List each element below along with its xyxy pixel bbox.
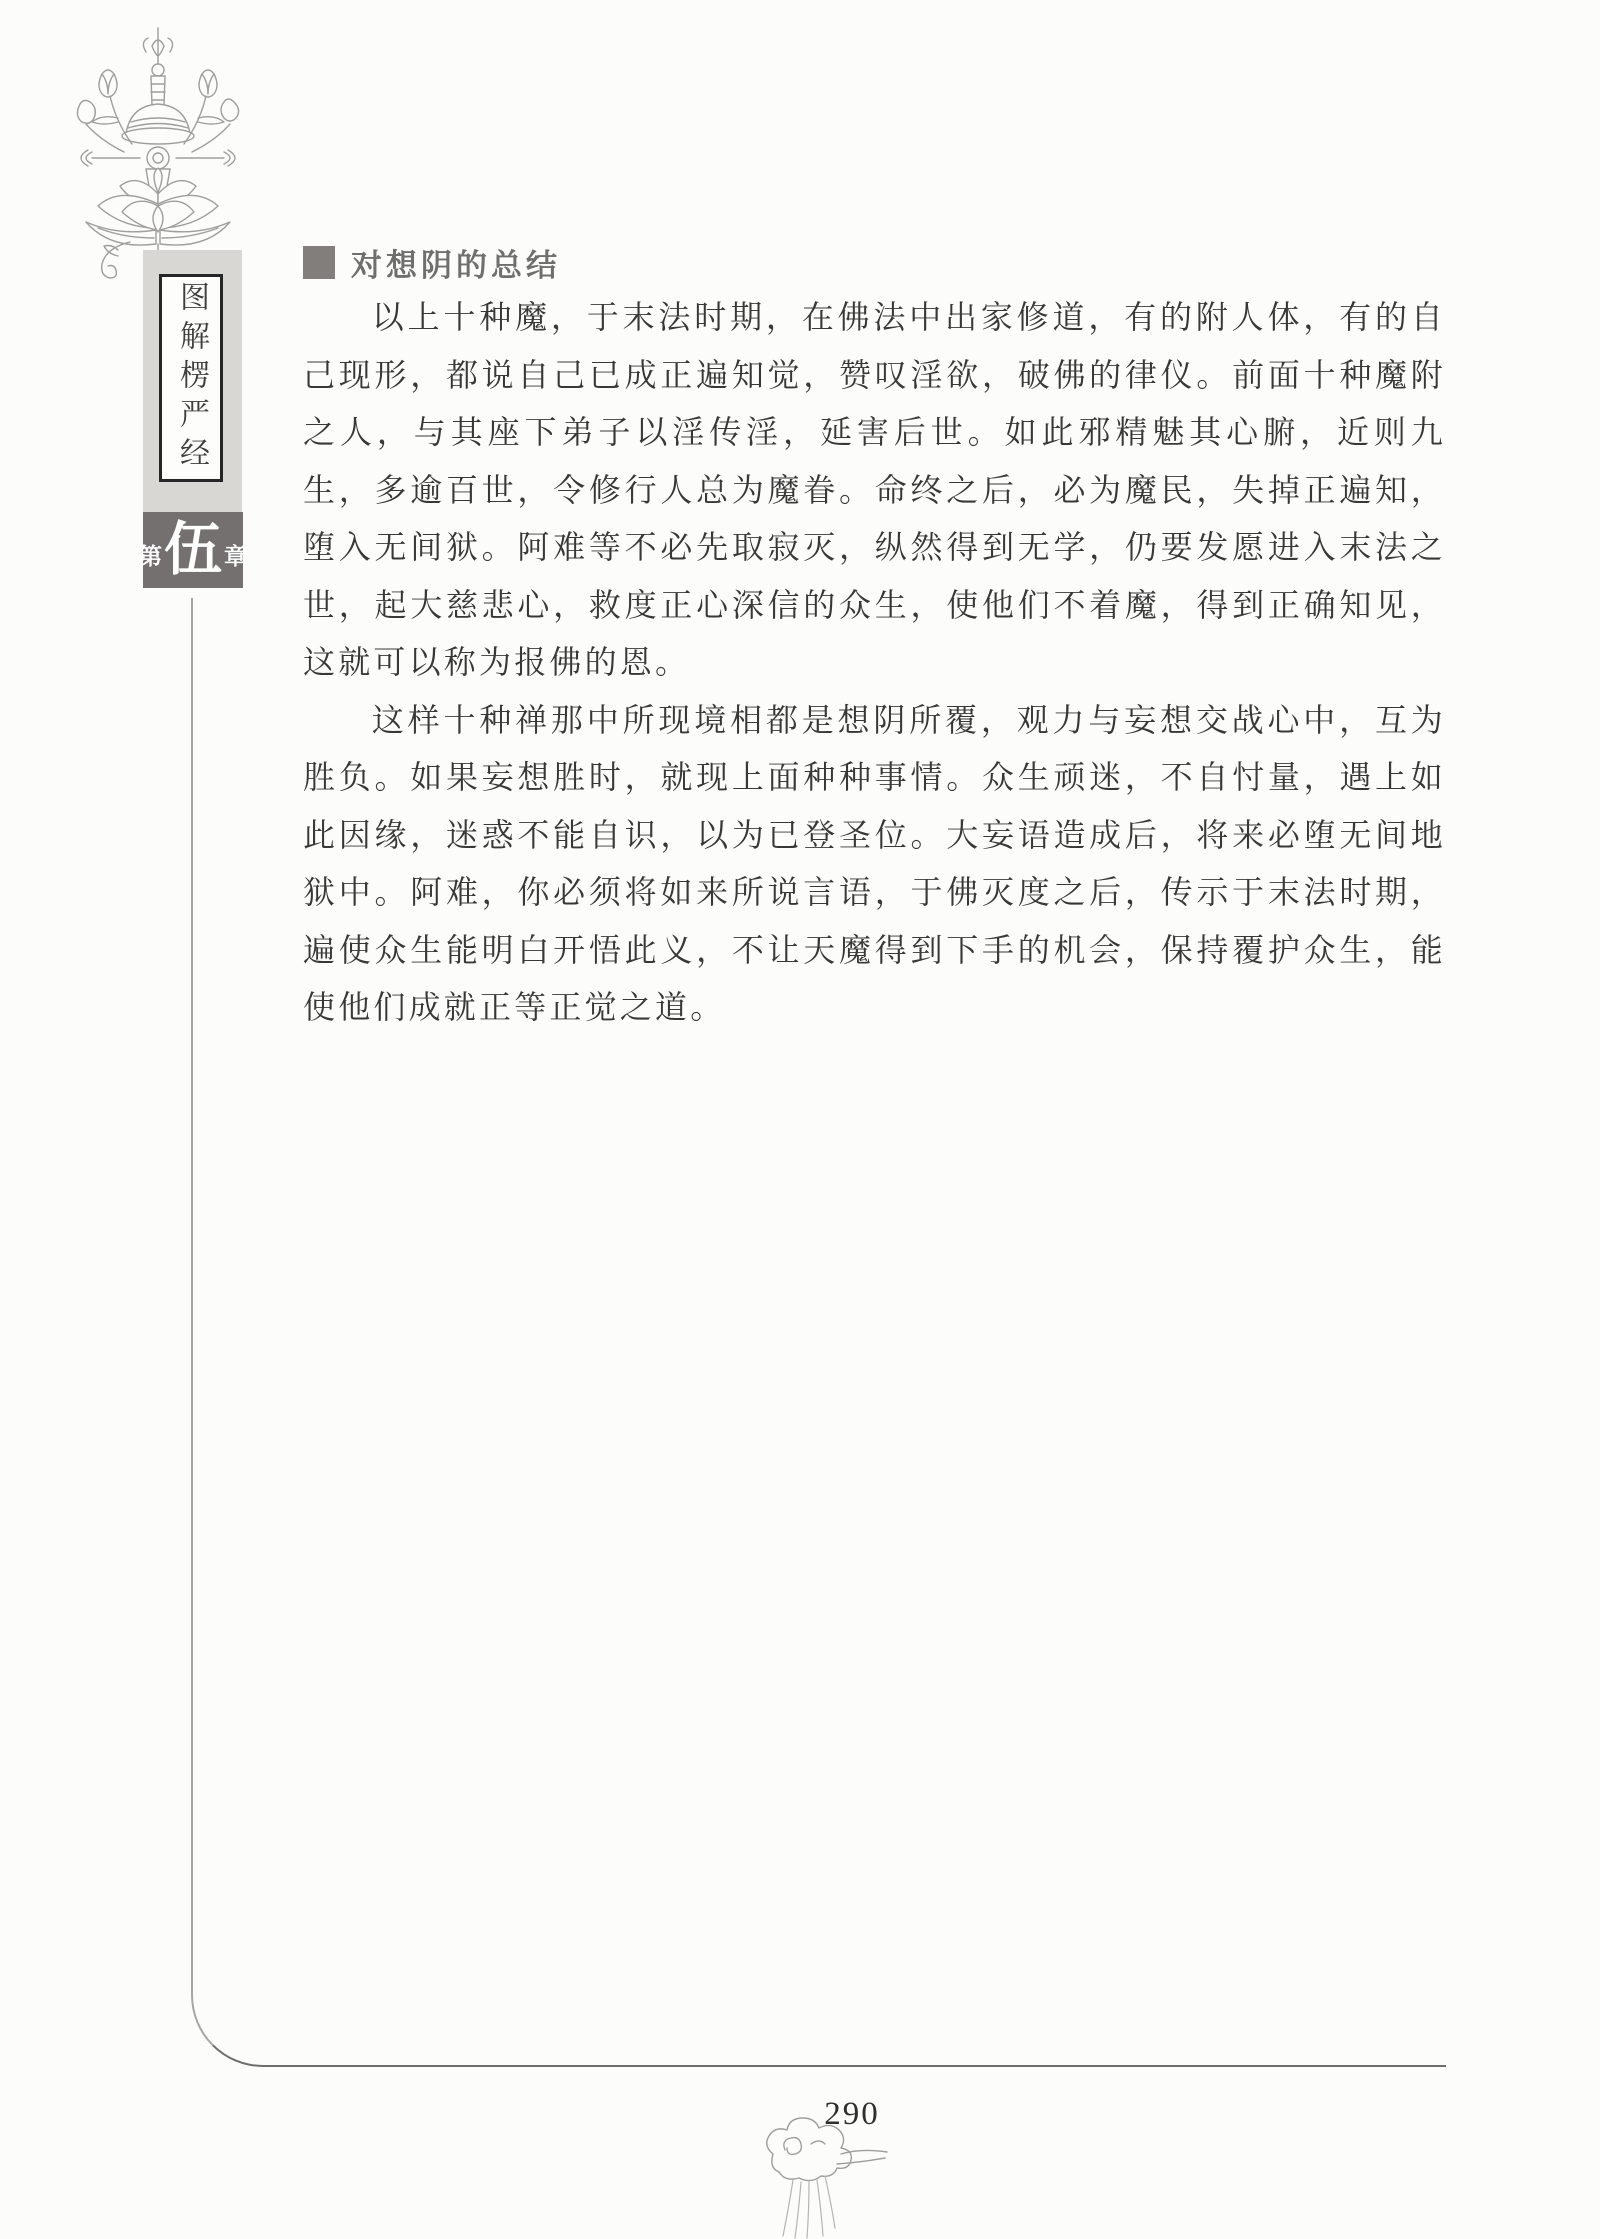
page-number: 290	[824, 2096, 880, 2132]
chapter-prefix: 第	[139, 542, 162, 569]
paragraph-2: 这样十种禅那中所现境相都是想阴所覆，观力与妄想交战心中，互为胜负。如果妄想胜时，就现上面种种事情。众生顽迷，不自忖量，遇上如此因缘，迷惑不能自识，以为已登圣位。大妄语造成后，将来必堕无间地狱中。阿难，你必须将如来所说言语，于佛灭度之后，传示于末法时期，遍使众生能明白开悟此义，不让天魔得到下手的机会，保持覆护众生，能使他们成就正等正觉之道。	[303, 701, 1446, 1025]
cloud-ornament-icon	[735, 2110, 890, 2239]
chapter-suffix: 章	[224, 542, 248, 569]
heading-square-bullet-icon	[303, 246, 335, 279]
lotus-vajra-icon	[58, 22, 258, 284]
section-heading-row	[303, 244, 1446, 283]
paragraph-1: 以上十种魔，于末法时期，在佛法中出家修道，有的附人体，有的自己现形，都说自己已成正遍知觉，赞叹淫欲，破佛的律仪。前面十种魔附之人，与其座下弟子以淫传淫，延害后世。如此邪精魅其心腑，近则九生，多逾百世，令修行人总为魔眷。命终之后，必为魔民，失掉正遍知，堕入无间狱。阿难等不必先取寂灭，纵然得到无学，仍要发愿进入末法之世，起大慈悲心，救度正心深信的众生，使他们不着魔，得到正确知见，这就可以称为报佛的恩。	[303, 299, 1446, 680]
book-title-box	[159, 274, 223, 482]
main-content	[303, 244, 1446, 1037]
section-heading: 对想阴的总结	[351, 247, 561, 283]
chapter-badge	[139, 512, 248, 588]
book-title-vertical: 图解楞严经	[175, 280, 208, 476]
chapter-number: 伍	[164, 517, 223, 582]
body-text	[303, 289, 1446, 1037]
